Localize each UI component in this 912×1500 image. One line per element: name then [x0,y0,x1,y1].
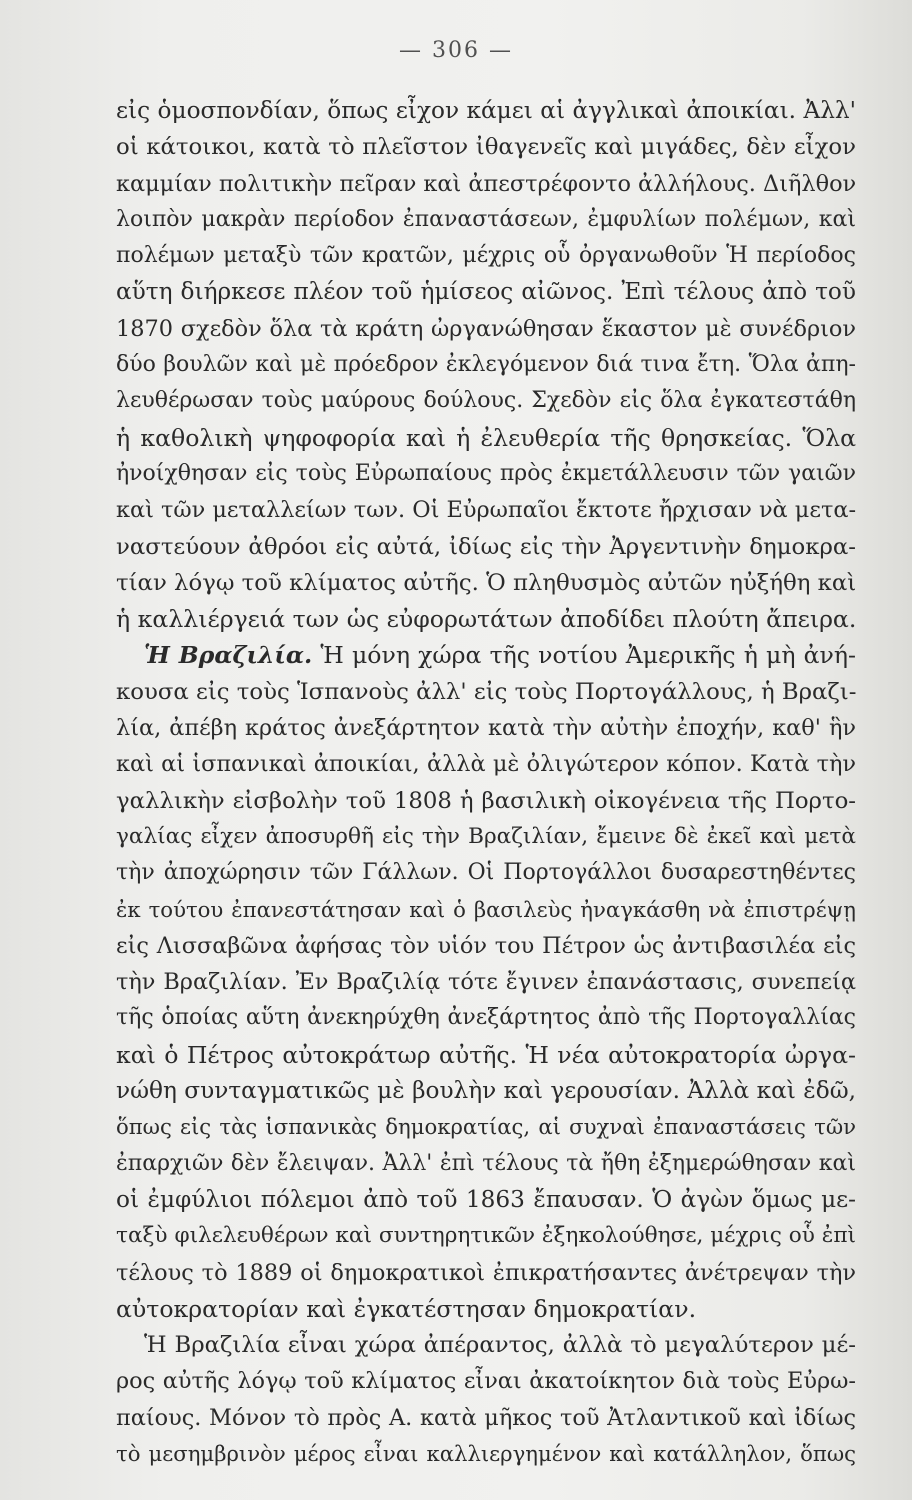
text-line: ὅπως εἰς τὰς ἱσπανικὰς δημοκρατίας, αἱ συχναὶ ἐπαναστάσεις τῶν [116,1114,856,1140]
text-line: γαλίας εἶχεν ἀποσυρθῆ εἰς τὴν Βραζιλίαν, ἔμεινε δὲ ἐκεῖ καὶ μετὰ [116,823,856,849]
text-line: Ἡ Βραζιλία εἶναι χώρα ἀπέραντος, ἀλλὰ τὸ μεγαλύτερον μέ- [144,1332,856,1359]
text-line: ναστεύουν ἀθρόοι εἰς αὐτά, ἰδίως εἰς τὴν Ἀργεντινὴν δημοκρα- [116,533,856,560]
text-line: λευθέρωσαν τοὺς μαύρους δούλους. Σχεδὸν εἰς ὅλα ἐγκατεστάθη [116,388,856,414]
paragraph-1 [116,93,856,637]
text-line: τέλους τὸ 1889 οἱ δημοκρατικοὶ ἐπικρατήσαντες ἀνέτρεψαν τὴν [116,1259,856,1286]
text-line: οἱ κάτοικοι, κατὰ τὸ πλεῖστον ἰθαγενεῖς καὶ μιγάδες, δὲν εἶχον [116,134,856,161]
text-line: οἱ ἐμφύλιοι πόλεμοι ἀπὸ τοῦ 1863 ἔπαυσαν. Ὁ ἀγὼν ὅμως με- [116,1185,856,1213]
text-line: τῆς ὁποίας αὕτη ἀνεκηρύχθη ἀνεξάρτητος ἀπὸ τῆς Πορτογαλλίας [116,1005,856,1031]
section-heading: Ἡ Βραζιλία. [144,641,313,670]
text-line: λοιπὸν μακρὰν περίοδον ἐπαναστάσεων, ἐμφυλίων πολέμων, καὶ [116,206,856,232]
text-line: εἰς ὁμοσπονδίαν, ὅπως εἶχον κάμει αἱ ἀγγλικαὶ ἀποικίαι. Ἀλλ' [116,97,856,124]
text-line: πολέμων μεταξὺ τῶν κρατῶν, μέχρις οὗ ὀργανωθοῦν Ἡ περίοδος [116,243,856,269]
paragraph-brazil [116,637,856,1327]
text-line: λία, ἀπέβη κράτος ἀνεξάρτητον κατὰ τὴν αὐτὴν ἐποχήν, καθ' ἣν [116,715,856,742]
text-line: κουσα εἰς τοὺς Ἱσπανοὺς ἀλλ' εἰς τοὺς Πορτογάλλους, ἡ Βραζι- [116,678,857,705]
text-line: ἐκ τούτου ἐπανεστάτησαν καὶ ὁ βασιλεὺς ἠναγκάσθη νὰ ἐπιστρέψῃ [116,896,856,922]
text-line: καὶ αἱ ἱσπανικαὶ ἀποικίαι, ἀλλὰ μὲ ὀλιγώτερον κόπον. Κατὰ τὴν [116,751,856,778]
text-line: γαλλικὴν εἰσβολὴν τοῦ 1808 ἡ βασιλικὴ οἰκογένεια τῆς Πορτο- [116,787,856,814]
text-line: τίαν λόγῳ τοῦ κλίματος αὐτῆς. Ὁ πληθυσμὸς αὐτῶν ηὐξήθη καὶ [116,569,857,596]
text-line: καμμίαν πολιτικὴν πεῖραν καὶ ἀπεστρέφοντο ἀλλήλους. Διῆλθον [116,170,857,197]
text-line: τὴν Βραζιλίαν. Ἐν Βραζιλίᾳ τότε ἔγινεν ἐπανάστασις, συνεπείᾳ [116,969,856,996]
text-line: καὶ ὁ Πέτρος αὐτοκράτωρ αὐτῆς. Ἡ νέα αὐτοκρατορία ὠργα- [116,1040,856,1069]
text-line: τὸ μεσημβρινὸν μέρος εἶναι καλλιεργημένον καὶ κατάλληλον, ὅπως [116,1440,856,1466]
text-line: νώθη συνταγματικῶς μὲ βουλὴν καὶ γερουσίαν. Ἀλλὰ καὶ ἐδῶ, [116,1077,856,1105]
text-line [116,637,856,673]
text-line: αὐτοκρατορίαν καὶ ἐγκατέστησαν δημοκρατίαν. [116,1294,697,1323]
text-span: Ἡ μόνη χώρα τῆς νοτίου Ἀμερικῆς ἡ μὴ ἀνή- [320,641,857,670]
text-line: καὶ τῶν μεταλλείων των. Οἱ Εὐρωπαῖοι ἔκτοτε ἤρχισαν νὰ μετα- [116,497,857,524]
text-line: ταξὺ φιλελευθέρων καὶ συντηρητικῶν ἐξηκολούθησε, μέχρις οὗ ἐπὶ [116,1223,856,1249]
page-body [116,93,856,1472]
page-number: — 306 — [399,38,513,63]
text-line: ἐπαρχιῶν δὲν ἔλειψαν. Ἀλλ' ἐπὶ τέλους τὰ ἤθη ἐξημερώθησαν καὶ [116,1150,856,1176]
paragraph-3 [116,1327,856,1472]
text-line: 1870 σχεδὸν ὅλα τὰ κράτη ὠργανώθησαν ἕκαστον μὲ συνέδριον [116,315,856,342]
text-line: ἠνοίχθησαν εἰς τοὺς Εὐρωπαίους πρὸς ἐκμετάλλευσιν τῶν γαιῶν [116,460,856,486]
text-line: ρος αὐτῆς λόγῳ τοῦ κλίματος εἶναι ἀκατοίκητον διὰ τοὺς Εὐρω- [116,1368,856,1395]
text-line: ἡ καθολικὴ ψηφοφορία καὶ ἡ ἐλευθερία τῆς θρησκείας. Ὅλα [116,423,856,452]
text-line: παίους. Μόνον τὸ πρὸς Α. κατὰ μῆκος τοῦ Ἀτλαντικοῦ καὶ ἰδίως [116,1404,856,1431]
text-line: δύο βουλῶν καὶ μὲ πρόεδρον ἐκλεγόμενον διά τινα ἔτη. Ὅλα ἀπη- [116,352,856,378]
text-line: αὕτη διήρκεσε πλέον τοῦ ἡμίσεος αἰῶνος. Ἐπὶ τέλους ἀπὸ τοῦ [116,278,856,306]
text-line: τὴν ἀποχώρησιν τῶν Γάλλων. Οἱ Πορτογάλλοι δυσαρεστηθέντες [116,860,856,886]
text-line: εἰς Λισσαβῶνα ἀφήσας τὸν υἱόν του Πέτρον ὡς ἀντιβασιλέα εἰς [116,932,856,959]
text-line: ἡ καλλιέργειά των ὡς εὐφορωτάτων ἀποδίδει πλούτη ἄπειρα. [116,605,857,634]
